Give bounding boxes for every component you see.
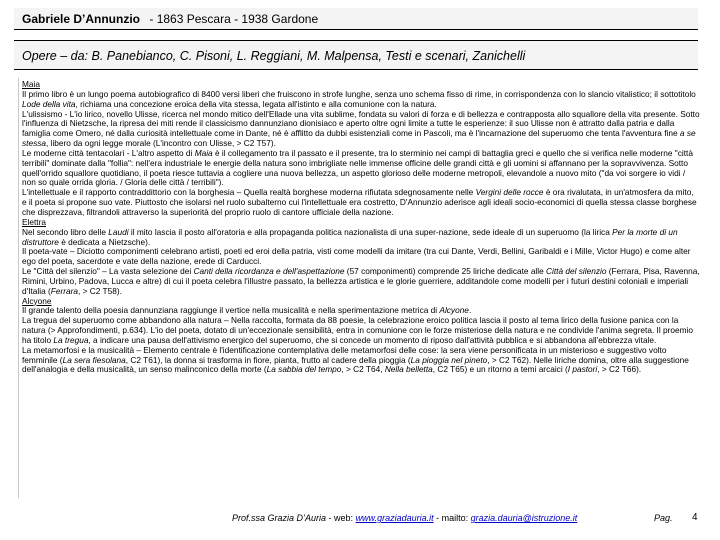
author-header [14,8,698,30]
website-link[interactable]: www.graziadauria.it [355,513,434,523]
footer-mail-label: - mailto: [433,513,471,523]
email-link[interactable]: grazia.dauria@istruzione.it [470,513,578,523]
maia-paragraph-2: L'ulissismo - L'io lirico, novello Ulisse, ricerca nel mondo mitico dell'Ellade una vita sublime, fondata su valori di forza e di bellezza e contrapposta allo squallore della vita presente. Sotto l'influenza di Nietzsche, la ripresa dei miti rende il classicismo dannunziano dionisiaco e aperto oltre ogni limite a tutte le esperienze: il suo Ulisse non è attratto dalla patria e dalla famiglia come Omero, né dalla curiosità intellettuale come in Dante, né è afflitto da dubbi esistenziali come in Pascoli, ma è l'incarnazione del superuomo che tenta l'avventura fine a se stessa, libero da ogni legge morale (L'incontro con Ulisse, > C2 T57). [22,108,700,149]
section-title-maia: Maia [22,80,40,89]
main-text [22,80,700,500]
page-label: Pag. [654,513,673,523]
alcyone-paragraph-1: Il grande talento della poesia dannunziana raggiunge il vertice nella musicalità e nella sperimentazione metrica di Alcyone. [22,305,472,316]
page-number: 4 [692,512,698,523]
section-title-alcyone: Alcyone [22,295,52,306]
footer-web-label: - web: [328,513,356,523]
page-footer [232,510,712,526]
works-lead: Opere – da: [22,49,92,63]
maia-paragraph-3: Le moderne città tentacolari - L'altro aspetto di Maia è il collegamento tra il passato e il presente, tra lo sterminio nei campi di battaglia greci e quello che si verifica nelle moderne "città terribili" dominate dalla "follia": nell'era industriale le energie della natura sono imbrigliate nelle immense officine delle grandi città e gli uomini si affannano per la sopravvivenza. Sotto quell'orrido squallore quotidiano, il poeta riesce tuttavia a cogliere una nuova bellezza, un aspetto glorioso delle moderne metropoli, elevandole a nuovo mito ("da voi sorgere io vidi / non so quale orrida gloria. / Gloria delle città / terribili"). [22,147,693,188]
elettra-paragraph-2: Il poeta-vate – Diciotto componimenti celebrano artisti, poeti ed eroi della patria, visti come modelli da imitare (tra cui Dante, Verdi, Bellini, Garibaldi e i Mille, Victor Hugo) e come alter ego del poeta, sacerdote e vate della nazione, erede di Carducci. [22,246,691,267]
maia-paragraph-4: L'intellettuale e il rapporto contraddittorio con la borghesia – Quella realtà borghese moderna rifiutata sdegnosamente nelle Vergini delle rocce è ora rivalutata, in un'atmosfera da mito, e il poeta si propone suo vate. Piuttosto che isolarsi nel ruolo subalterno cui l'intellettuale era costretto, D'Annunzio aderisce agli ideali socio-economici di quella stessa classe borghese che disprezzava, filtrandoli attraverso la superiorità del proprio ruolo di cantore ufficiale della nazione. [22,187,697,217]
author-life: - 1863 Pescara - 1938 Gardone [149,12,319,26]
section-title-elettra: Elettra [22,216,46,227]
author-name: Gabriele D’Annunzio [22,12,141,26]
content-divider [18,78,19,498]
elettra-paragraph-1: Nel secondo libro delle Laudi il mito lascia il posto all'oratoria e alla propaganda politica nazionalista di una super-nazione, sede ideale di un superuomo (la lirica Per la morte di un distruttore è dedicata a Nietzsche). [22,226,678,247]
elettra-paragraph-3: Le "Città del silenzio" – La vasta selezione dei Canti della ricordanza e dell'aspettazione (57 componimenti) comprende 25 liriche dedicate alle Città del silenzio (Ferrara, Pisa, Ravenna, Rimini, Urbino, Padova, Lucca e altre) di cui il poeta celebra l'illustre passato, la bellezza artistica e le glorie guerriere, additandole come modelli per i futuri destini coloniali e imperiali d'Italia (Ferrara, > C2 T58). [22,266,700,296]
works-source: B. Panebianco, C. Pisoni, L. Reggiani, M. Malpensa, Testi e scenari, Zanichelli [91,49,526,63]
alcyone-paragraph-3: La metamorfosi e la musicalità – Elemento centrale è l'identificazione contemplativa delle metamorfosi delle cose: la sera viene personificata in un misterioso e suggestivo volto femminile (La sera fiesolana, C2 T61), la donna si trasforma in fiore, pianta, frutto al cadere della pioggia (La pioggia nel pineto, > C2 T62). Nelle liriche domina, oltre alla suggestione dell'analogia e della musicalità, un senso malinconico della morte (La sabbia del tempo, > C2 T64, Nella belletta, C2 T65) e un ritorno a temi arcaici (I pastori, > C2 T66). [22,344,689,375]
alcyone-paragraph-2: La tregua del superuomo come abbandono alla natura – Nella raccolta, formata da 88 poesie, la celebrazione eroico politica lascia il posto al tema lirico della fusione panica con la natura (> Approfondimenti, p.634). L'io del poeta, dotato di un'eccezionale sensibilità, entra in comunione con le forze misteriose della natura e ne condivide l'anima segreta. Il proemio ha titolo La tregua, a indicare una pausa dell'attivismo energico del superuomo, che si concede un momento di riposo dall'attività pubblica e si abbandona all'ebbrezza vitale. [22,315,693,345]
maia-paragraph-1: Il primo libro è un lungo poema autobiografico di 8400 versi liberi che fruiscono in strofe lunghe, senza uno schema fisso di rime, in corrispondenza con lo slancio vitalistico; il sottotitolo Lode della vita, richiama una concezione eroica della vita stessa, legata all'istinto e alla comunione con la natura. [22,88,696,109]
works-source-header [14,40,698,70]
footer-author: Prof.ssa Grazia D’Auria [232,513,327,523]
